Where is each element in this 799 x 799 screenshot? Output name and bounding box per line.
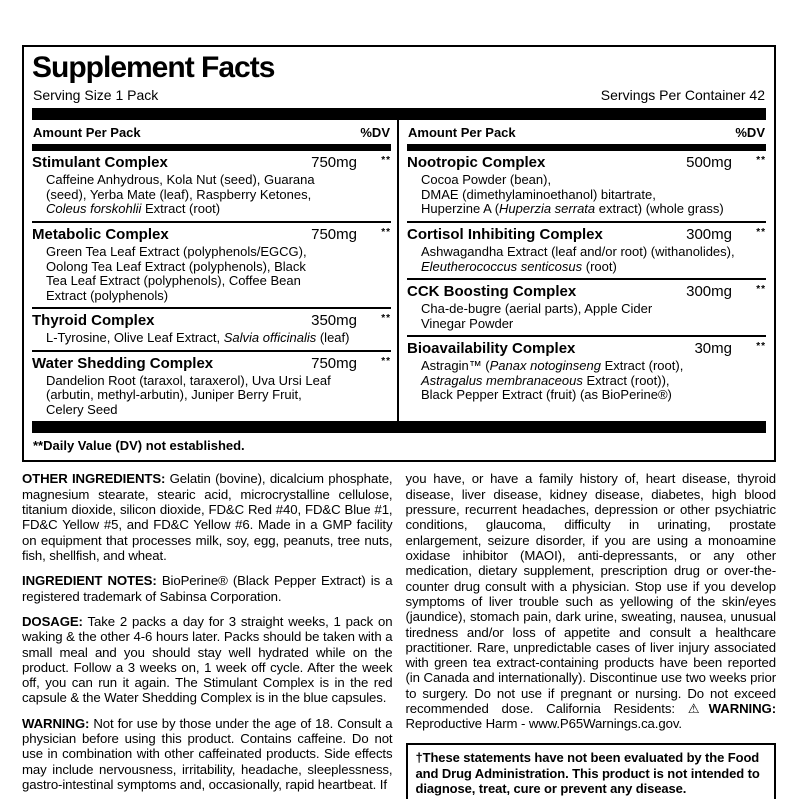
text-segment: L-Tyrosine, Olive Leaf Extract,	[46, 330, 224, 346]
complex-name: Nootropic Complex	[407, 154, 546, 172]
complex-amount: 500mg	[686, 154, 732, 172]
complex-ingredients	[32, 372, 391, 418]
complex-dv-value: **	[756, 284, 766, 296]
text-segment: Vinegar Powder	[421, 315, 514, 331]
text-segment: Celery Seed	[46, 401, 118, 417]
text-segment: Extract (root),	[600, 358, 684, 374]
column-header-left	[32, 120, 391, 144]
supplement-section	[32, 151, 391, 223]
complex-name: Thyroid Complex	[32, 312, 155, 330]
paragraph-label: OTHER INGREDIENTS:	[22, 471, 166, 487]
complex-dv-value: **	[756, 341, 766, 353]
right-sections-container	[407, 151, 766, 406]
percent-dv-header: %DV	[360, 125, 390, 141]
amount-per-pack-header: Amount Per Pack	[33, 125, 141, 141]
complex-name: Cortisol Inhibiting Complex	[407, 226, 603, 244]
complex-amount: 750mg	[311, 154, 357, 172]
complex-amount: 30mg	[694, 340, 732, 358]
percent-dv-header: %DV	[735, 125, 765, 141]
complex-row	[407, 340, 766, 357]
text-segment: extract) (whole grass)	[595, 201, 724, 217]
text-segment: Coleus forskohlii	[46, 201, 142, 217]
text-segment: Cha-de-bugre (aerial parts), Apple Cider	[421, 301, 653, 317]
complex-name: CCK Boosting Complex	[407, 283, 577, 301]
supplement-section	[32, 352, 391, 422]
complex-ingredients	[407, 300, 766, 331]
amount-per-pack-header: Amount Per Pack	[408, 125, 516, 141]
supplement-section	[407, 280, 766, 337]
text-segment: Panax notoginseng	[489, 358, 601, 374]
text-segment: DMAE (dimethylaminoethanol) bitartrate,	[421, 186, 656, 202]
text-segment: Eleutherococcus senticosus	[421, 258, 583, 274]
supplement-section	[407, 337, 766, 407]
complex-dv-value: **	[756, 155, 766, 167]
warning-triangle-icon: ⚠	[687, 701, 709, 717]
facts-column-left	[32, 120, 397, 421]
text-segment: Caffeine Anhydrous, Kola Nut (seed), Guarana	[46, 172, 315, 188]
paragraph-label: INGREDIENT NOTES:	[22, 573, 157, 589]
supplement-section	[407, 223, 766, 280]
facts-columns	[32, 120, 766, 421]
facts-column-right	[397, 120, 766, 421]
complex-row	[32, 226, 391, 243]
other-ingredients-paragraph: OTHER INGREDIENTS: Gelatin (bovine), dicalcium phosphate, magnesium stearate, stearic acid, microcrystalline cellulose, titanium dioxide, silicon dioxide, FD&C Red #40, FD&C Blue #1, FD&C Yellow #5, and FD&C Yellow #6. Made in a GMP facility on equipment that processes milk, soy, egg, peanuts, tree nuts, fish, shellfish, and wheat.	[22, 471, 393, 563]
panel-title: Supplement Facts	[32, 51, 275, 84]
complex-row	[407, 226, 766, 243]
servings-per-container-text: Servings Per Container 42	[600, 87, 765, 104]
complex-ingredients	[32, 243, 391, 303]
daily-value-footnote: **Daily Value (DV) not established.	[33, 438, 245, 454]
complex-dv-value: **	[381, 227, 391, 239]
text-segment: (seed), Yerba Mate (leaf), Raspberry Ketones,	[46, 186, 312, 202]
serving-row	[32, 84, 766, 108]
text-segment: Oolong Tea Leaf Extract (polyphenols), Black	[46, 258, 306, 274]
ingredient-notes-paragraph: INGREDIENT NOTES: BioPerine® (Black Pepper Extract) is a registered trademark of Sabinsa Corporation.	[22, 573, 393, 604]
text-segment: WARNING:	[708, 701, 776, 717]
complex-dv-value: **	[381, 155, 391, 167]
text-segment: Reproductive Harm - www.P65Warnings.ca.gov.	[405, 716, 682, 732]
supplement-facts-panel	[22, 45, 776, 462]
warning-paragraph: WARNING: Not for use by those under the age of 18. Consult a physician before using this product. Contains caffeine. Do not use in combination with other caffeinated products. Side effects may include nervousness, irritability, headache, sleeplessness, gastro-intestinal symptoms and, occasionally, rapid heartbeat. If	[22, 715, 393, 793]
thick-divider-bottom	[32, 421, 766, 433]
text-segment: Ashwagandha Extract (leaf and/or root) (withanolides),	[421, 244, 735, 260]
paragraph-label: WARNING:	[22, 715, 90, 731]
paragraph-label: DOSAGE:	[22, 613, 83, 629]
supplement-section	[32, 309, 391, 352]
complex-ingredients	[407, 171, 766, 217]
serving-size-text: Serving Size 1 Pack	[33, 87, 159, 104]
text-segment: Extract (polyphenols)	[46, 287, 169, 303]
text-segment: Huperzia serrata	[499, 201, 596, 217]
text-segment: Salvia officinalis	[223, 330, 317, 346]
text-segment: Green Tea Leaf Extract (polyphenols/EGCG),	[46, 244, 307, 260]
text-segment: Cocoa Powder (bean),	[421, 172, 552, 188]
complex-row	[32, 312, 391, 329]
complex-amount: 350mg	[311, 312, 357, 330]
header-bar-right	[407, 144, 766, 151]
complex-ingredients	[32, 171, 391, 217]
complex-name: Metabolic Complex	[32, 226, 169, 244]
warning-continuation-paragraph	[406, 471, 777, 731]
text-segment: (leaf)	[316, 330, 350, 346]
supplement-section	[32, 223, 391, 309]
complex-amount: 300mg	[686, 283, 732, 301]
label-body-text	[22, 471, 776, 799]
complex-dv-value: **	[381, 313, 391, 325]
header-bar-left	[32, 144, 391, 151]
text-segment: (arbutin, methyl-arbutin), Juniper Berry Fruit,	[46, 387, 302, 403]
text-segment: Black Pepper Extract (fruit) (as BioPerine®)	[421, 387, 672, 403]
body-column-left	[22, 471, 393, 799]
text-segment: Extract (root)),	[582, 372, 670, 388]
text-segment: Tea Leaf Extract (polyphenols), Coffee Bean	[46, 273, 301, 289]
left-sections-container	[32, 151, 391, 421]
complex-ingredients	[407, 243, 766, 274]
complex-row	[32, 355, 391, 372]
complex-name: Water Shedding Complex	[32, 354, 214, 372]
complex-row	[407, 154, 766, 171]
column-header-right	[407, 120, 766, 144]
complex-dv-value: **	[756, 227, 766, 239]
text-segment: (root)	[582, 258, 617, 274]
text-segment: Extract (root)	[141, 201, 221, 217]
thick-divider-top	[32, 108, 766, 120]
complex-row	[32, 154, 391, 171]
supplement-section	[407, 151, 766, 223]
complex-ingredients	[407, 357, 766, 403]
complex-row	[407, 283, 766, 300]
text-segment: Astragalus membranaceous	[421, 372, 583, 388]
complex-name: Bioavailability Complex	[407, 340, 576, 358]
complex-name: Stimulant Complex	[32, 154, 168, 172]
text-segment: you have, or have a family history of, heart disease, thyroid disease, liver disease, kidney disease, diabetes, high blood pressure, recurrent headaches, depression or other psychiatric conditions, glaucoma, difficulty in urinating, prostate enlargement, seizure disorder, if you are using a monoamine oxidase inhibitor (MAOI), anti-depressants, or any other medication, dietary supplement, prescription drug or over-the-counter drug consult with a physician. Stop use if you develop symptoms of liver trouble such as yellowing of the skin/eyes (jaundice), stomach pain, dark urine, sweating, nausea, unusual tiredness and/or loss of appetite and consult a healthcare practitioner. Rare, unpredictable cases of liver injury associated with green tea extract-containing products have been reported (in Canada and internationally). Discontinue use two weeks prior to surgery. Do not use if pregnant or nursing. Do not exceed recommended dose. California Residents:	[405, 471, 776, 717]
text-segment: Astragin™ (	[421, 358, 490, 374]
text-segment: Dandelion Root (taraxol, taraxerol), Uva Ursi Leaf	[46, 372, 331, 388]
text-segment: Huperzine A (	[421, 201, 500, 217]
dosage-paragraph: DOSAGE: Take 2 packs a day for 3 straight weeks, 1 pack on waking & the other 4-6 hours later. Packs should be taken with a small meal and you should stay well hydrated while on the product. Follow a 3 weeks on, 1 week off cycle. After the week off, you can run it again. The Stimulant Complex is in the red capsule & the Water Shedding Complex is in the blue capsules.	[22, 613, 393, 706]
complex-amount: 300mg	[686, 226, 732, 244]
complex-amount: 750mg	[311, 354, 357, 372]
complex-ingredients	[32, 329, 391, 346]
complex-amount: 750mg	[311, 226, 357, 244]
body-column-right	[406, 471, 777, 799]
complex-dv-value: **	[381, 355, 391, 367]
fda-disclaimer-box: †These statements have not been evaluated by the Food and Drug Administration. This product is not intended to diagnose, treat, cure or prevent any disease.	[406, 743, 777, 799]
